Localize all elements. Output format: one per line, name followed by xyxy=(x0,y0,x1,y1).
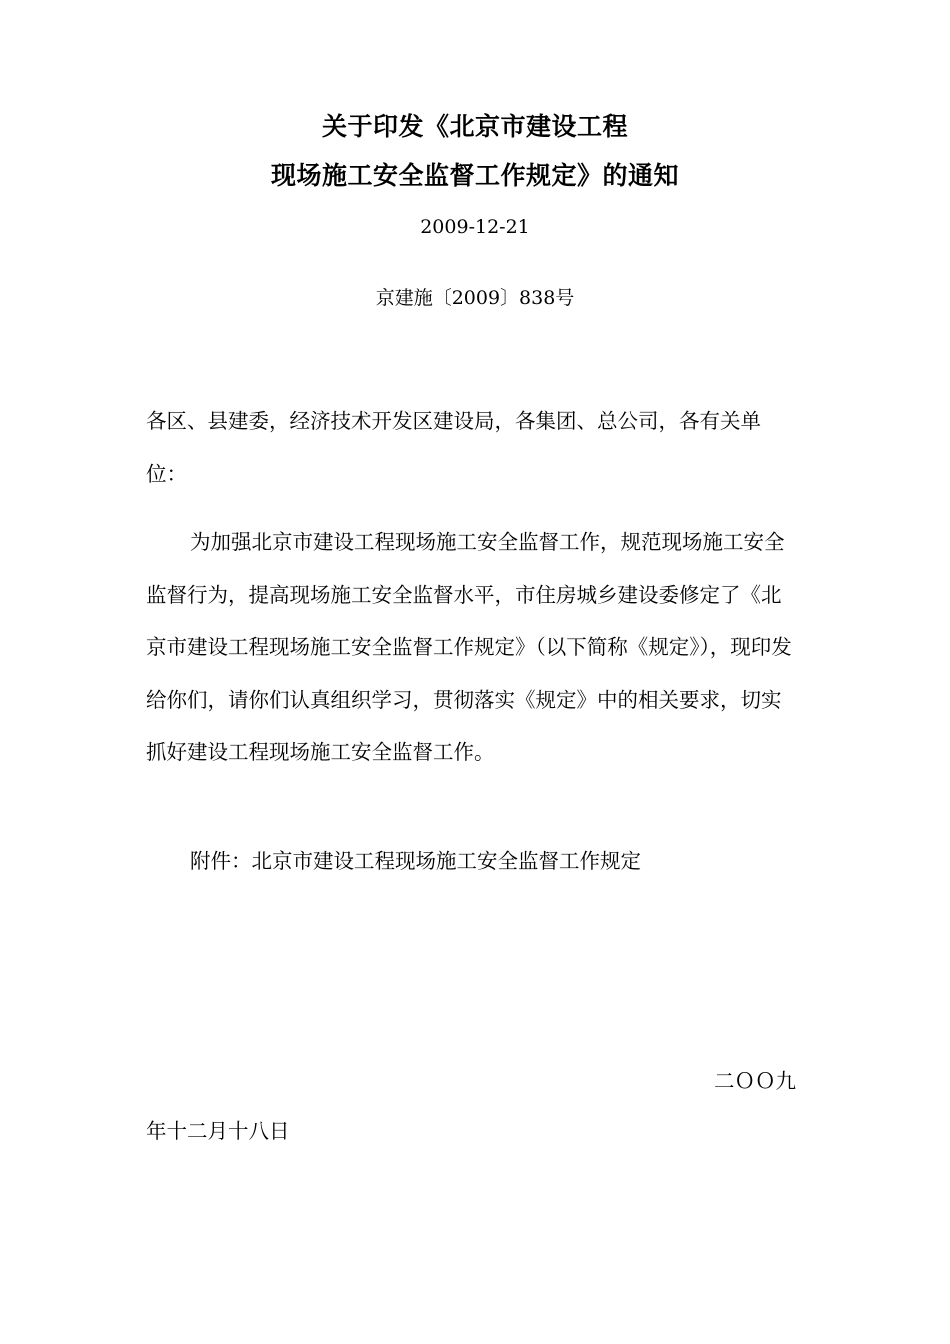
publish-date: 2009-12-21 xyxy=(420,216,530,238)
body-paragraph: 为加强北京市建设工程现场施工安全监督工作，规范现场施工安全监督行为，提高现场施工安全监督水平，市住房城乡建设委修定了《北京市建设工程现场施工安全监督工作规定》（以下简称《规定》），现印发给你们，请你们认真组织学习，贯彻落实《规定》中的相关要求，切实抓好建设工程现场施工安全监督工作。 xyxy=(146,530,792,764)
document-title-line-1: 关于印发《北京市建设工程 xyxy=(321,112,628,141)
signature-date: 年十二月十八日 xyxy=(146,1119,290,1143)
signature-year: 二ＯＯ九 xyxy=(714,1069,796,1093)
document-title-line-2: 现场施工安全监督工作规定》的通知 xyxy=(270,161,679,190)
attachment-line: 附件：北京市建设工程现场施工安全监督工作规定 xyxy=(190,849,641,873)
recipients-paragraph: 各区、县建委，经济技术开发区建设局，各集团、总公司，各有关单位： xyxy=(146,409,761,486)
document-number: 京建施〔2009〕838号 xyxy=(375,287,575,309)
